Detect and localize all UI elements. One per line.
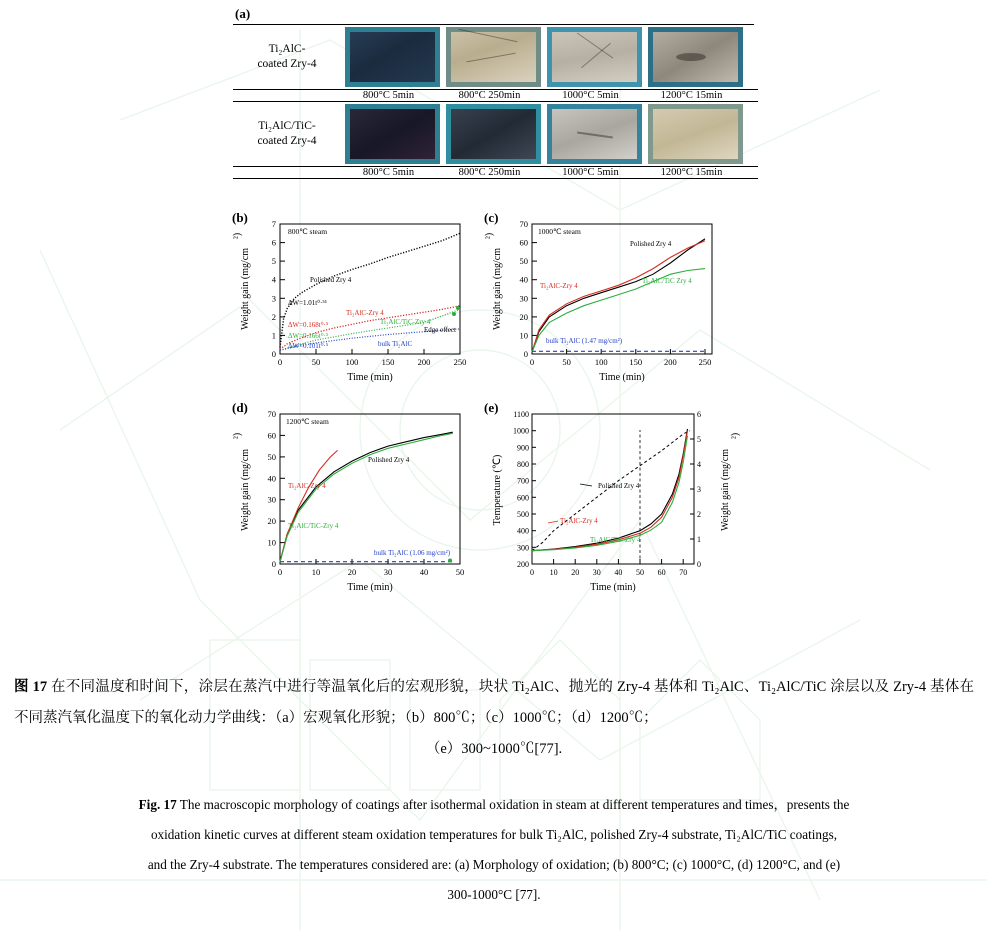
svg-text:Time (min): Time (min) <box>347 372 393 383</box>
svg-text:Weight gain (mg/cm: Weight gain (mg/cm <box>240 248 251 330</box>
svg-text:0: 0 <box>277 357 283 367</box>
photo-row1-800c-250min <box>446 27 541 87</box>
svg-text:Time (min): Time (min) <box>347 582 393 593</box>
svg-text:²): ²) <box>484 232 495 240</box>
row1-photos <box>345 27 743 87</box>
svg-text:0: 0 <box>523 349 528 359</box>
row1-material-name <box>233 42 345 72</box>
svg-text:400: 400 <box>517 526 529 536</box>
svg-text:5: 5 <box>271 256 276 267</box>
svg-text:0: 0 <box>271 559 276 569</box>
svg-text:²): ²) <box>232 432 243 440</box>
svg-text:20: 20 <box>519 311 528 322</box>
photo-row2-800c-250min <box>446 104 541 164</box>
row1-caption-band <box>233 89 758 102</box>
caption2-1200c-15min: 1200°C 15min <box>660 167 723 178</box>
svg-text:bulk Ti₂AlC (1.47 mg/cm²): bulk Ti₂AlC (1.47 mg/cm²) <box>546 337 623 345</box>
panel-e-plot <box>480 400 750 615</box>
svg-text:700: 700 <box>517 476 529 486</box>
row1-name-line1: Ti₂AlC- <box>268 43 306 55</box>
panel-a-label: (a) <box>235 6 251 21</box>
photo-row1-800c-5min <box>345 27 440 87</box>
svg-text:Ti₂AlC/TiC Zry 4: Ti₂AlC/TiC Zry 4 <box>642 277 692 285</box>
caption-en-label: Fig. 17 <box>138 797 177 812</box>
svg-text:150: 150 <box>381 357 395 367</box>
svg-text:Ti₂AlC-Zry 4: Ti₂AlC-Zry 4 <box>540 282 578 290</box>
svg-text:0: 0 <box>530 568 534 577</box>
svg-text:Edge effect: Edge effect <box>424 326 456 334</box>
photo-row1-1200c-15min <box>648 27 743 87</box>
svg-text:10: 10 <box>267 537 276 548</box>
svg-text:250: 250 <box>698 357 712 367</box>
svg-text:Ti₂AlC-Zry 4: Ti₂AlC-Zry 4 <box>560 517 598 525</box>
panel-d-label: (d) <box>232 400 248 415</box>
svg-text:3: 3 <box>697 485 701 494</box>
svg-text:70: 70 <box>679 568 688 577</box>
svg-text:2: 2 <box>697 510 701 519</box>
svg-text:800℃ steam: 800℃ steam <box>288 227 328 236</box>
svg-text:²): ²) <box>232 232 243 240</box>
row2-material-name <box>233 119 345 149</box>
svg-text:40: 40 <box>267 473 276 484</box>
svg-text:200: 200 <box>664 357 677 367</box>
svg-text:1: 1 <box>271 330 276 341</box>
svg-text:7: 7 <box>271 219 276 229</box>
svg-text:1000℃ steam: 1000℃ steam <box>538 227 581 236</box>
svg-text:70: 70 <box>267 409 276 419</box>
caption2-1000c-5min: 1000°C 5min <box>562 167 619 178</box>
svg-text:²): ²) <box>730 432 741 440</box>
caption-en-line2: oxidation kinetic curves at different steam oxidation temperatures for bulk Ti₂AlC, polished Zry-4 substrate, Ti₂AlC/TiC coatings, <box>150 827 838 842</box>
row1-captions <box>341 90 758 101</box>
svg-text:Ti₂AlC/TiC-Zry 4: Ti₂AlC/TiC-Zry 4 <box>380 318 431 326</box>
caption-en-line4: 300-1000°C [77]. <box>447 887 541 902</box>
svg-text:bulk Ti₂AlC (1.06 mg/cm²): bulk Ti₂AlC (1.06 mg/cm²) <box>374 549 451 557</box>
svg-text:Weight gain (mg/cm: Weight gain (mg/cm <box>492 248 503 330</box>
caption-800c-5min: 800°C 5min <box>362 90 415 101</box>
svg-text:2: 2 <box>271 311 276 322</box>
row2-photos <box>345 104 743 164</box>
svg-text:1000: 1000 <box>513 426 529 436</box>
svg-text:0: 0 <box>271 349 276 359</box>
svg-text:500: 500 <box>517 510 529 519</box>
panel-e <box>480 400 750 615</box>
svg-text:30: 30 <box>592 568 601 577</box>
caption2-800c-250min: 800°C 250min <box>458 167 521 178</box>
svg-text:20: 20 <box>347 567 357 577</box>
svg-text:ΔW=0.168t⁰·⁵: ΔW=0.168t⁰·⁵ <box>288 321 329 329</box>
row2-captions <box>341 167 758 178</box>
caption-cn-label: 图 17 <box>14 679 48 695</box>
specimen-row-1 <box>233 25 758 89</box>
svg-text:30: 30 <box>383 567 393 577</box>
svg-text:600: 600 <box>517 493 529 503</box>
caption-chinese <box>14 672 974 765</box>
svg-text:20: 20 <box>267 516 276 527</box>
panel-c-plot <box>480 210 730 400</box>
svg-text:30: 30 <box>519 293 528 304</box>
row1-name-line2: coated Zry-4 <box>257 58 317 70</box>
svg-text:800: 800 <box>517 460 529 469</box>
svg-text:ΔW=1.01t⁰·⁵¹: ΔW=1.01t⁰·⁵¹ <box>288 299 327 307</box>
svg-text:40: 40 <box>519 274 528 285</box>
svg-text:30: 30 <box>267 494 276 505</box>
panel-b <box>228 210 478 400</box>
caption-cn-body: 在不同温度和时间下，涂层在蒸汽中进行等温氧化后的宏观形貌，块状 Ti₂AlC、抛光的 Zry-4 基体和 Ti₂AlC、Ti₂AlC/TiC 涂层以及 Zry-4 基体在不同蒸汽氧化温度下的氧化动力学曲线：（a）宏观氧化形貌；（b）800℃；（c）1000℃；（d）1200℃； <box>14 679 975 726</box>
photo-row2-800c-5min <box>345 104 440 164</box>
row2-caption-band <box>233 166 758 179</box>
svg-text:50: 50 <box>519 256 528 267</box>
photo-row2-1200c-15min <box>648 104 743 164</box>
caption-1000c-5min: 1000°C 5min <box>562 90 619 101</box>
svg-text:1200℃ steam: 1200℃ steam <box>286 417 329 426</box>
svg-text:bulk Ti₂AlC: bulk Ti₂AlC <box>378 340 413 348</box>
svg-text:40: 40 <box>614 568 623 577</box>
svg-text:6: 6 <box>271 237 276 248</box>
svg-text:4: 4 <box>697 460 701 469</box>
svg-text:10: 10 <box>519 330 528 341</box>
svg-text:1: 1 <box>697 535 701 544</box>
svg-text:70: 70 <box>519 219 528 229</box>
svg-text:Ti₂AlC-Zry 4: Ti₂AlC-Zry 4 <box>288 482 326 490</box>
svg-text:100: 100 <box>345 357 359 367</box>
specimen-row-2 <box>233 102 758 166</box>
svg-text:60: 60 <box>519 237 528 248</box>
svg-text:50: 50 <box>311 357 321 367</box>
svg-text:Polished Zry 4: Polished Zry 4 <box>368 456 410 464</box>
svg-text:200: 200 <box>517 560 529 569</box>
caption-en-line1: The macroscopic morphology of coatings after isothermal oxidation in steam at different temperatures and times，presents the <box>179 797 850 812</box>
svg-text:60: 60 <box>267 430 276 441</box>
svg-text:150: 150 <box>629 357 643 367</box>
caption2-800c-5min: 800°C 5min <box>362 167 415 178</box>
svg-text:Weight gain (mg/cm: Weight gain (mg/cm <box>240 449 251 531</box>
svg-text:4: 4 <box>271 274 276 285</box>
panel-b-label: (b) <box>232 210 248 225</box>
panel-a <box>233 6 758 179</box>
svg-text:Ti₂AlC/TiC-Zry 4: Ti₂AlC/TiC-Zry 4 <box>288 522 339 530</box>
svg-text:ΔW=0.101t⁰·⁵: ΔW=0.101t⁰·⁵ <box>288 342 329 350</box>
caption-english <box>14 790 974 910</box>
panel-e-label: (e) <box>484 400 499 415</box>
panel-c <box>480 210 730 400</box>
photo-row1-1000c-5min <box>547 27 642 87</box>
caption-1200c-15min: 1200°C 15min <box>660 90 723 101</box>
svg-text:Ti₂AlC-Zry 4: Ti₂AlC-Zry 4 <box>346 309 384 317</box>
svg-text:100: 100 <box>594 357 608 367</box>
svg-text:200: 200 <box>417 357 431 367</box>
panel-d <box>228 400 478 615</box>
svg-text:0: 0 <box>697 560 701 569</box>
svg-text:50: 50 <box>267 451 276 462</box>
svg-text:50: 50 <box>562 357 571 367</box>
svg-text:50: 50 <box>455 567 465 577</box>
svg-text:Polished Zry 4: Polished Zry 4 <box>598 482 640 490</box>
svg-text:10: 10 <box>311 567 321 577</box>
svg-text:Polished Zry 4: Polished Zry 4 <box>630 240 672 248</box>
svg-text:Time (min): Time (min) <box>599 372 645 383</box>
caption-en-line3: and the Zry-4 substrate. The temperatures considered are: (a) Morphology of oxidation; (b) 800°C; (c) 1000°C, (d) 1200°C, and (e) <box>147 857 841 872</box>
row2-name-line1: Ti₂AlC/TiC- <box>258 120 316 132</box>
svg-text:50: 50 <box>636 568 644 577</box>
svg-text:Temperature (℃): Temperature (℃) <box>492 454 503 526</box>
svg-text:40: 40 <box>419 567 429 577</box>
svg-text:Ti₂AlC/TiC-Zry 4: Ti₂AlC/TiC-Zry 4 <box>590 536 641 544</box>
svg-text:1100: 1100 <box>513 410 529 419</box>
photo-row2-1000c-5min <box>547 104 642 164</box>
caption-800c-250min: 800°C 250min <box>458 90 521 101</box>
caption-cn-lastline: （e）300~1000℃[77]. <box>425 741 563 757</box>
panel-c-label: (c) <box>484 210 499 225</box>
svg-text:5: 5 <box>697 435 701 444</box>
svg-text:ΔW=0.166t⁰·⁵: ΔW=0.166t⁰·⁵ <box>288 332 329 340</box>
svg-text:900: 900 <box>517 443 529 453</box>
svg-text:Time (min): Time (min) <box>590 582 636 593</box>
svg-text:Polished Zry 4: Polished Zry 4 <box>310 276 352 284</box>
svg-text:250: 250 <box>453 357 467 367</box>
svg-text:10: 10 <box>549 568 558 577</box>
svg-text:60: 60 <box>657 568 666 577</box>
panel-d-plot <box>228 400 478 615</box>
svg-text:Weight gain (mg/cm: Weight gain (mg/cm <box>720 449 731 531</box>
row2-name-line2: coated Zry-4 <box>257 135 317 147</box>
svg-text:300: 300 <box>517 543 529 553</box>
svg-text:6: 6 <box>697 410 701 419</box>
svg-text:3: 3 <box>271 293 276 304</box>
svg-text:0: 0 <box>277 567 283 577</box>
svg-text:0: 0 <box>529 357 535 367</box>
panel-b-plot <box>228 210 478 400</box>
svg-text:20: 20 <box>571 568 580 577</box>
